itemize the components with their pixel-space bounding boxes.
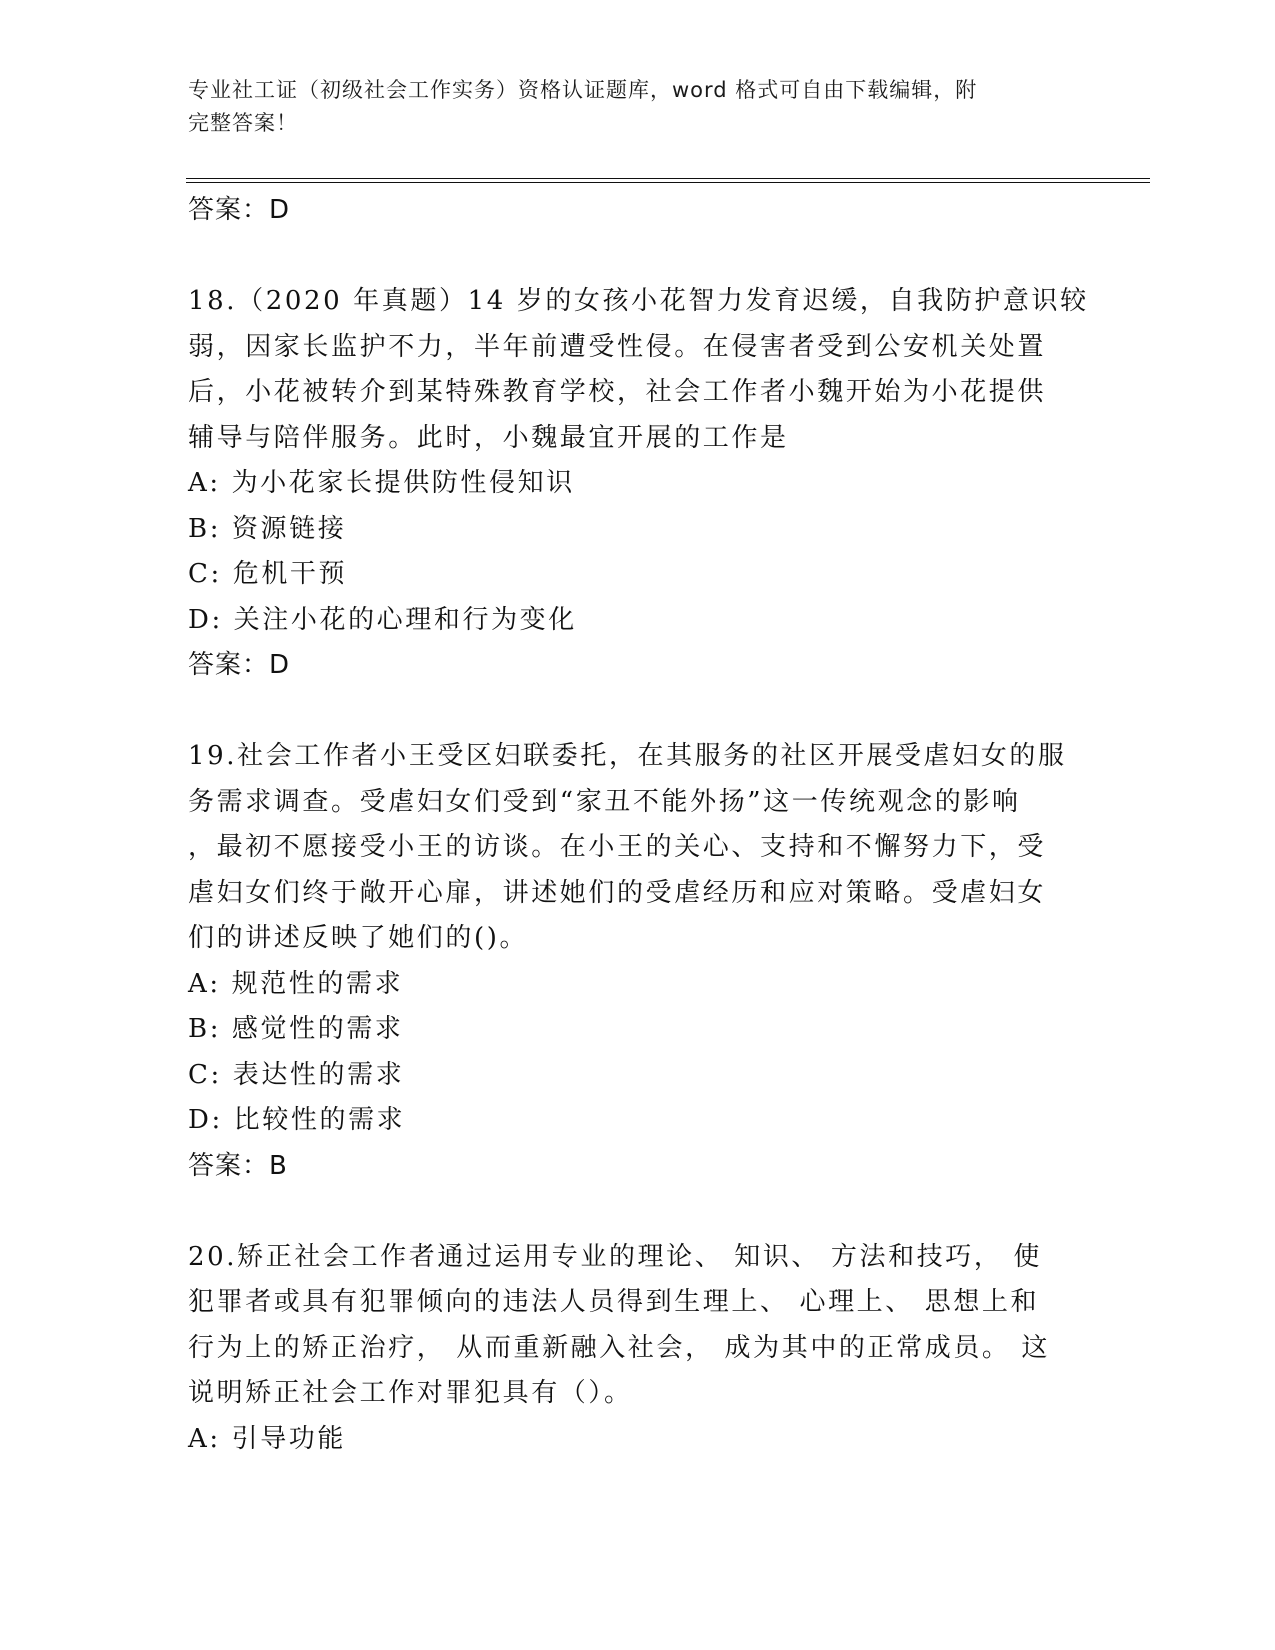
option-a: A: 规范性的需求: [188, 968, 404, 999]
option-b: B: 感觉性的需求: [188, 1014, 404, 1044]
question-text-line: 弱，因家长监护不力，半年前遭受性侵。在侵害者受到公安机关处置: [188, 331, 1047, 362]
answer-label: 答案：D: [188, 195, 291, 225]
option-a: A: 引导功能: [188, 1423, 347, 1454]
option-c: C: 危机干预: [188, 559, 348, 589]
question-text-line: 务需求调查。受虐妇女们受到“家丑不能外扬”这一传统观念的影响: [188, 786, 1021, 817]
spacer: [188, 689, 1088, 735]
question-text-line: 18.（2020 年真题）14 岁的女孩小花智力发育迟缓，自我防护意识较: [188, 286, 1089, 316]
header-line-2: 完整答案！: [188, 111, 298, 135]
header-divider: [186, 178, 1150, 183]
option-b: B: 资源链接: [188, 513, 347, 544]
question-text-line: 后，小花被转介到某特殊教育学校，社会工作者小魏开始为小花提供: [188, 377, 1047, 407]
option-a: A: 为小花家长提供防性侵知识: [188, 468, 575, 498]
question-text-line: ，最初不愿接受小王的访谈。在小王的关心、支持和不懈努力下，受: [188, 832, 1047, 862]
question-text-line: 们的讲述反映了她们的()。: [188, 923, 529, 953]
question-text-line: 虐妇女们终于敞开心扉，讲述她们的受虐经历和应对策略。受虐妇女: [188, 877, 1047, 908]
option-c: C: 表达性的需求: [188, 1059, 405, 1090]
question-text-line: 20.矫正社会工作者通过运用专业的理论、 知识、 方法和技巧， 使: [188, 1241, 1042, 1272]
page-header: [188, 74, 1068, 140]
spacer: [188, 1189, 1088, 1235]
question-content: [188, 188, 1088, 1462]
option-d: D: 关注小花的心理和行为变化: [188, 604, 577, 635]
question-19: [188, 734, 1088, 1189]
question-text-line: 犯罪者或具有犯罪倾向的违法人员得到生理上、 心理上、 思想上和: [188, 1287, 1040, 1317]
question-20: [188, 1235, 1088, 1463]
spacer: [188, 234, 1088, 280]
answer-label: 答案：D: [188, 650, 291, 680]
question-text-line: 说明矫正社会工作对罪犯具有（）。: [188, 1378, 633, 1408]
question-text-line: 行为上的矫正治疗， 从而重新融入社会， 成为其中的正常成员。 这: [188, 1332, 1050, 1363]
question-text-line: 辅导与陪伴服务。此时，小魏最宜开展的工作是: [188, 422, 789, 453]
question-18: [188, 279, 1088, 689]
answer-label: 答案：B: [188, 1150, 288, 1181]
header-line-1: 专业社工证（初级社会工作实务）资格认证题库，word 格式可自由下载编辑，附: [188, 78, 978, 102]
option-d: D: 比较性的需求: [188, 1105, 406, 1135]
question-text-line: 19.社会工作者小王受区妇联委托，在其服务的社区开展受虐妇女的服: [188, 741, 1067, 771]
